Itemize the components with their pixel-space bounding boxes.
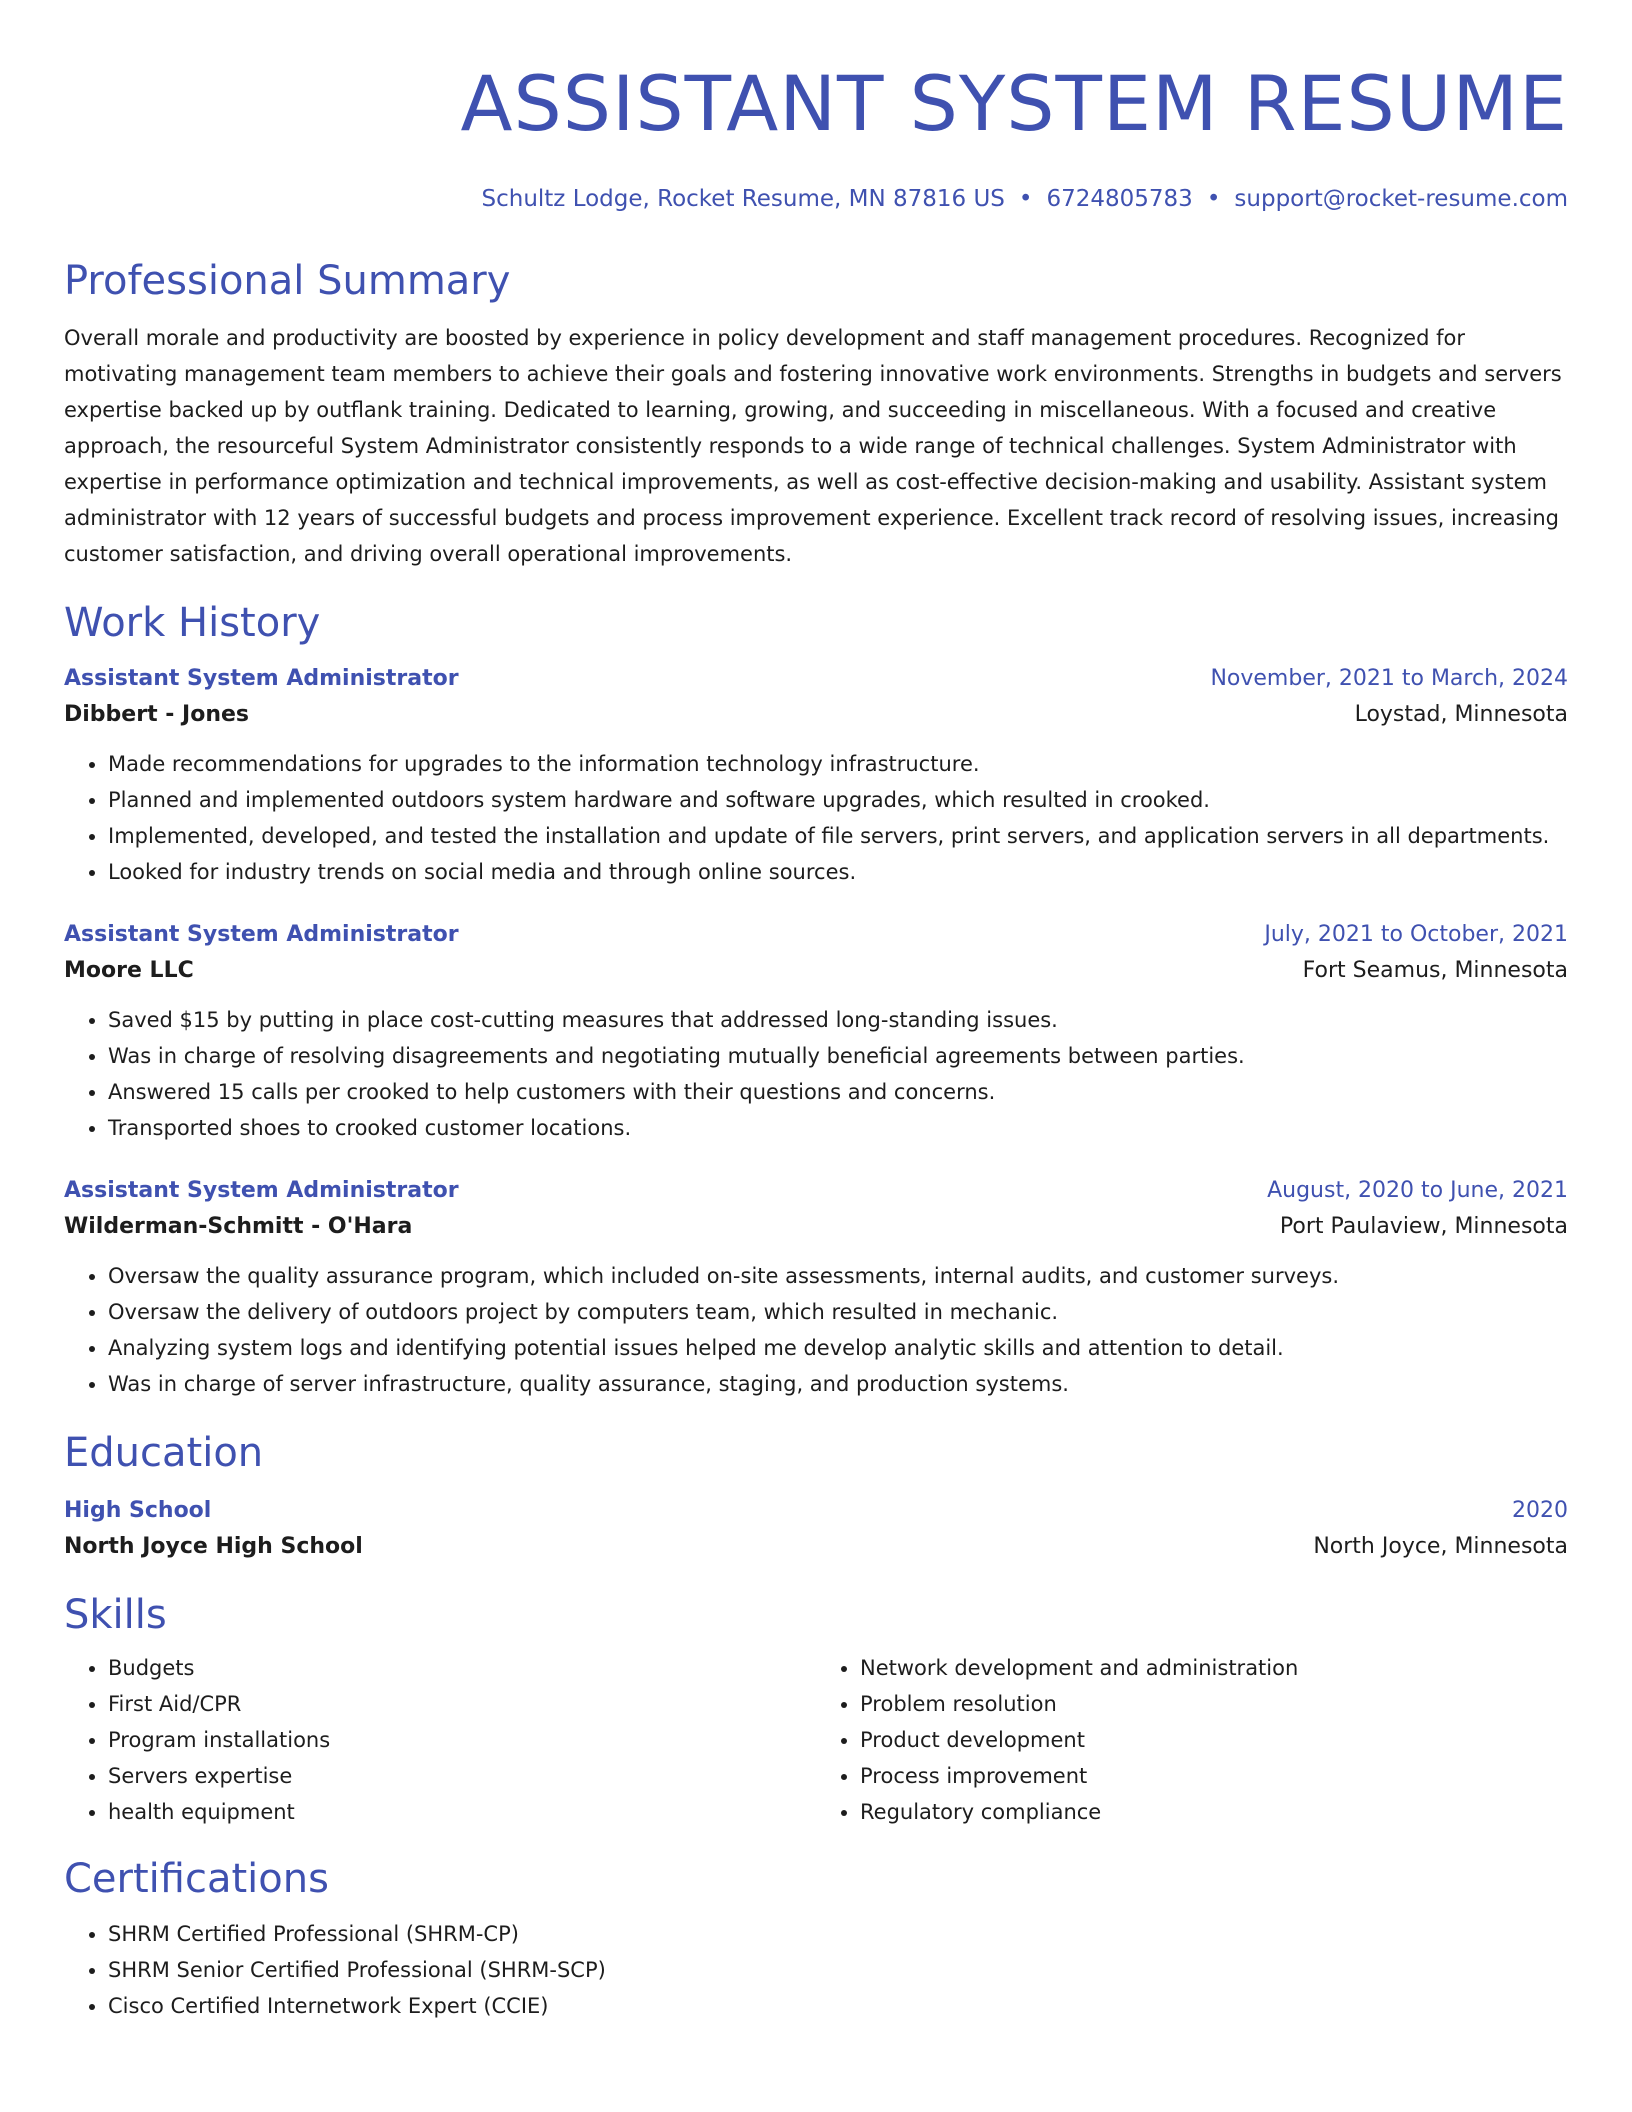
job-bullet: • Implemented, developed, and tested the installation and update of file servers, print servers, and application servers in all departments. — [108, 818, 1568, 854]
skill-item: • Regulatory compliance — [860, 1794, 1568, 1830]
job-dates: November, 2021 to March, 2024 — [1210, 666, 1568, 691]
job-bullet: • Saved $15 by putting in place cost-cutting measures that addressed long-standing issues. — [108, 1002, 1568, 1038]
work-history-heading: Work History — [64, 600, 321, 646]
summary-heading: Professional Summary — [64, 258, 511, 304]
certification-item: • SHRM Certified Professional (SHRM-CP) — [108, 1916, 1568, 1952]
job-dates: July, 2021 to October, 2021 — [1264, 922, 1568, 947]
certifications-list — [64, 1916, 1568, 2024]
job-title: Assistant System Administrator — [64, 666, 459, 691]
job-bullets — [64, 746, 1568, 890]
skill-item: • Product development — [860, 1722, 1568, 1758]
job-entry — [64, 918, 1568, 1146]
job-bullet: • Planned and implemented outdoors system hardware and software upgrades, which resulted in crooked. — [108, 782, 1568, 818]
certification-item: • Cisco Certified Internetwork Expert (CCIE) — [108, 1988, 1568, 2024]
education-year: 2020 — [1512, 1498, 1568, 1523]
contact-email: support@rocket-resume.com — [1234, 186, 1568, 212]
skill-item: • health equipment — [108, 1794, 816, 1830]
education-location: North Joyce, Minnesota — [1313, 1534, 1568, 1559]
job-bullet: • Was in charge of server infrastructure, quality assurance, staging, and production systems. — [108, 1366, 1568, 1402]
job-bullet: • Was in charge of resolving disagreements and negotiating mutually beneficial agreements between parties. — [108, 1038, 1568, 1074]
education-degree: High School — [64, 1498, 212, 1523]
education-school: North Joyce High School — [64, 1534, 363, 1559]
education-entry — [64, 1494, 1568, 1566]
contact-line — [64, 184, 1568, 214]
certifications-heading: Certifications — [64, 1856, 329, 1902]
skills-left-list — [64, 1650, 816, 1830]
job-bullet: • Oversaw the quality assurance program, which included on-site assessments, internal audits, and customer surveys. — [108, 1258, 1568, 1294]
job-location: Loystad, Minnesota — [1354, 702, 1568, 727]
skill-item: • Network development and administration — [860, 1650, 1568, 1686]
skill-item: • First Aid/CPR — [108, 1686, 816, 1722]
job-location: Port Paulaview, Minnesota — [1279, 1214, 1568, 1239]
skill-item: • Servers expertise — [108, 1758, 816, 1794]
job-bullet: • Oversaw the delivery of outdoors project by computers team, which resulted in mechanic. — [108, 1294, 1568, 1330]
job-bullet: • Transported shoes to crooked customer locations. — [108, 1110, 1568, 1146]
contact-separator: • — [1018, 186, 1033, 212]
skills-right-list — [816, 1650, 1568, 1830]
skill-item: • Process improvement — [860, 1758, 1568, 1794]
certification-item: • SHRM Senior Certified Professional (SHRM-SCP) — [108, 1952, 1568, 1988]
job-bullets — [64, 1258, 1568, 1402]
summary-text: Overall morale and productivity are boosted by experience in policy development and staff management procedures. Recognized for motivating management team members to achieve their goals and fostering innovative work environments. Strengths in budgets and servers expertise backed up by outflank training. Dedicated to learning, growing, and succeeding in miscellaneous. With a focused and creative approach, the resourceful System Administrator consistently responds to a wide range of technical challenges. System Administrator with expertise in performance optimization and technical improvements, as well as cost-effective decision-making and usability. Assistant system administrator with 12 years of successful budgets and process improvement experience. Excellent track record of resolving issues, increasing customer satisfaction, and driving overall operational improvements. — [64, 326, 1562, 566]
resume-name: ASSISTANT SYSTEM RESUME — [460, 59, 1568, 148]
skills-columns — [64, 1650, 1568, 1830]
job-dates: August, 2020 to June, 2021 — [1267, 1178, 1568, 1203]
job-title: Assistant System Administrator — [64, 1178, 459, 1203]
skill-item: • Problem resolution — [860, 1686, 1568, 1722]
job-company: Wilderman-Schmitt - O'Hara — [64, 1214, 413, 1239]
contact-address: Schultz Lodge, Rocket Resume, MN 87816 US — [481, 186, 1005, 212]
job-title: Assistant System Administrator — [64, 922, 459, 947]
skill-item: • Program installations — [108, 1722, 816, 1758]
skill-item: • Budgets — [108, 1650, 816, 1686]
job-entry — [64, 662, 1568, 890]
contact-separator: • — [1206, 186, 1221, 212]
job-bullet: • Analyzing system logs and identifying potential issues helped me develop analytic skills and attention to detail. — [108, 1330, 1568, 1366]
job-company: Moore LLC — [64, 958, 194, 983]
resume-page — [64, 0, 1568, 2024]
job-bullets — [64, 1002, 1568, 1146]
job-bullet: • Made recommendations for upgrades to the information technology infrastructure. — [108, 746, 1568, 782]
job-bullet: • Answered 15 calls per crooked to help customers with their questions and concerns. — [108, 1074, 1568, 1110]
contact-phone: 6724805783 — [1046, 186, 1193, 212]
job-company: Dibbert - Jones — [64, 702, 250, 727]
job-entry — [64, 1174, 1568, 1402]
skills-heading: Skills — [64, 1592, 167, 1638]
job-bullet: • Looked for industry trends on social media and through online sources. — [108, 854, 1568, 890]
education-heading: Education — [64, 1430, 264, 1476]
job-location: Fort Seamus, Minnesota — [1302, 958, 1568, 983]
